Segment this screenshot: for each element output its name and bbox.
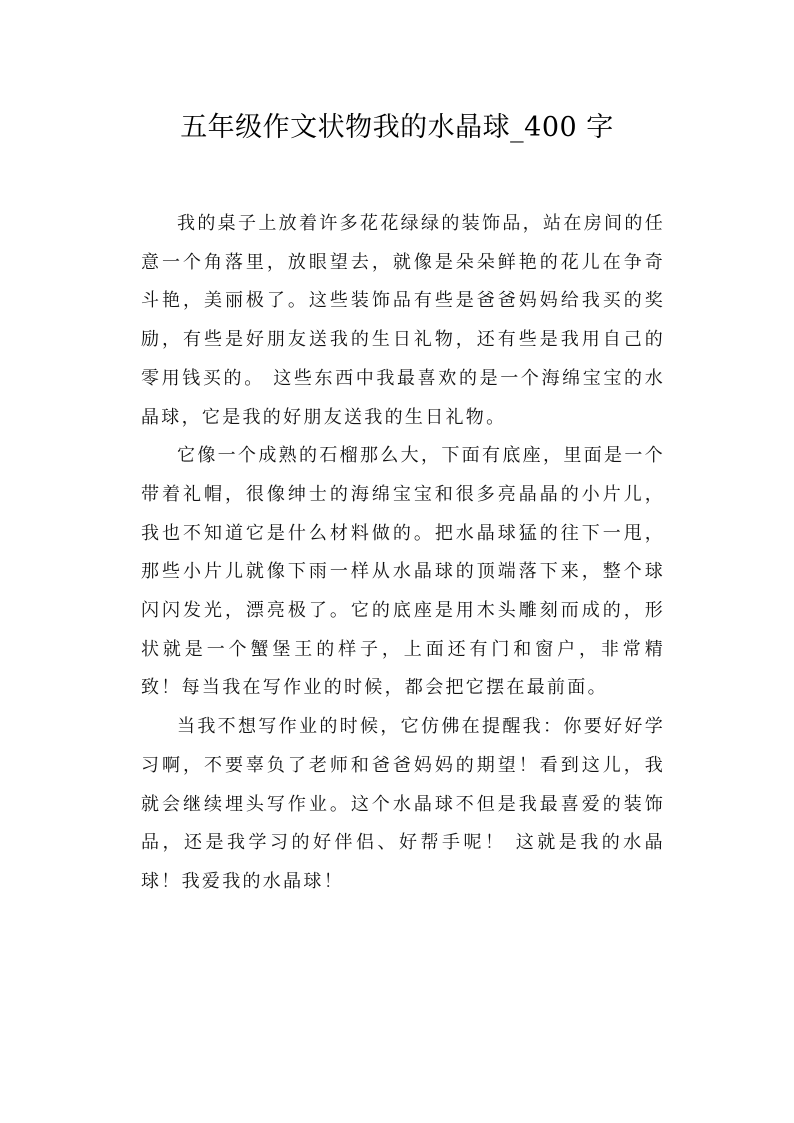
document-title: 五年级作文状物我的水晶球_400 字 — [180, 112, 614, 143]
document-body — [141, 205, 665, 902]
paragraph-3: 当我不想写作业的时候，它仿佛在提醒我：你要好好学习啊，不要辜负了老师和爸爸妈妈的期望！看到这儿，我就会继续埋头写作业。这个水晶球不但是我最喜爱的装饰品，还是我学习的好伴侣、好帮手呢！ 这就是我的水晶球！我爱我的水晶球！ — [141, 716, 665, 892]
paragraph-1: 我的桌子上放着许多花花绿绿的装饰品，站在房间的任意一个角落里，放眼望去，就像是朵朵鲜艳的花儿在争奇斗艳，美丽极了。这些装饰品有些是爸爸妈妈给我买的奖励，有些是好朋友送我的生日礼物，还有些是我用自己的零用钱买的。 这些东西中我最喜欢的是一个海绵宝宝的水晶球，它是我的好朋友送我的生日礼物。 — [141, 213, 665, 428]
paragraph-2: 它像一个成熟的石榴那么大，下面有底座，里面是一个带着礼帽，很像绅士的海绵宝宝和很多亮晶晶的小片儿，我也不知道它是什么材料做的。把水晶球猛的往下一甩，那些小片儿就像下雨一样从水晶球的顶端落下来，整个球闪闪发光，漂亮极了。它的底座是用木头雕刻而成的，形状就是一个蟹堡王的样子，上面还有门和窗户，非常精致！每当我在写作业的时候，都会把它摆在最前面。 — [141, 445, 665, 699]
